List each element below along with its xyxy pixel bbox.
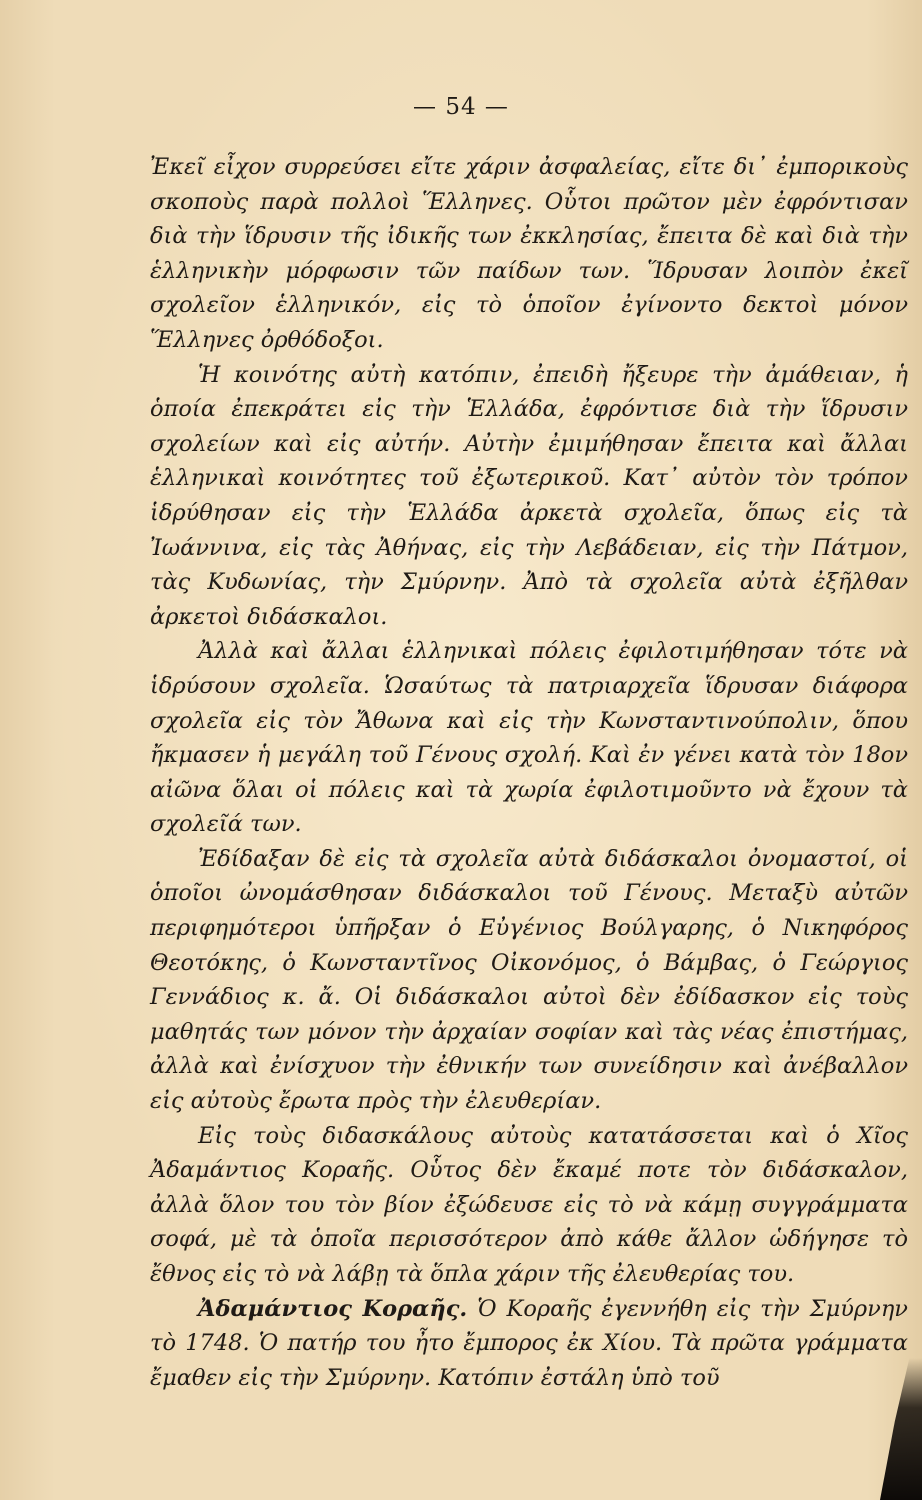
paragraph-2: Ἡ κοινότης αὐτὴ κατόπιν, ἐπειδὴ ἤξευρε τὴν ἀμάθειαν, ἡ ὁποία ἐπεκράτει εἰς τὴν Ἑλλάδα, ἐφρόντισε διὰ τὴν ἵδρυσιν σχολείων καὶ εἰς αὐτήν. Αὐτὴν ἐμιμήθησαν ἔπειτα καὶ ἄλλαι ἑλληνικαὶ κοινότητες τοῦ ἐξωτερικοῦ. Κατ᾽ αὐτὸν τὸν τρόπον ἱδρύθησαν εἰς τὴν Ἑλλάδα ἀρκετὰ σχολεῖα, ὅπως εἰς τὰ Ἰωάννινα, εἰς τὰς Ἀθήνας, εἰς τὴν Λεβάδειαν, εἰς τὴν Πάτμον, τὰς Κυδωνίας, τὴν Σμύρνην. Ἀπὸ τὰ σχολεῖα αὐτὰ ἐξῆλθαν ἀρκετοὶ διδάσκαλοι. (150, 361, 908, 630)
paragraph-4: Ἐδίδαξαν δὲ εἰς τὰ σχολεῖα αὐτὰ διδάσκαλοι ὀνομαστοί, οἱ ὁποῖοι ὠνομάσθησαν διδάσκαλοι τοῦ Γένους. Μεταξὺ αὐτῶν περιφημότεροι ὑπῆρξαν ὁ Εὐγένιος Βούλγαρης, ὁ Νικηφόρος Θεοτόκης, ὁ Κωνσταντῖνος Οἰκονόμος, ὁ Βάμβας, ὁ Γεώργιος Γεννάδιος κ. ἄ. Οἱ διδάσκαλοι αὐτοὶ δὲν ἐδίδασκον εἰς τοὺς μαθητάς των μόνον τὴν ἀρχαίαν σοφίαν καὶ τὰς νέας ἐπιστήμας, ἀλλὰ καὶ ἐνίσχυον τὴν ἐθνικήν των συνείδησιν καὶ ἀνέβαλλον εἰς αὐτοὺς ἔρωτα πρὸς τὴν ἐλευθερίαν. (150, 845, 908, 1115)
section-heading-korais: Ἀδαμάντιος Κοραῆς. (198, 1295, 468, 1322)
paragraph-5: Εἰς τοὺς διδασκάλους αὐτοὺς κατατάσσεται καὶ ὁ Χῖος Ἀδαμάντιος Κοραῆς. Οὗτος δὲν ἔκαμέ ποτε τὸν διδάσκαλον, ἀλλὰ ὅλον του τὸν βίον ἐξώδευσε εἰς τὸ νὰ κάμῃ συγγράμματα σοφά, μὲ τὰ ὁποῖα περισσότερον ἀπὸ κάθε ἄλλον ὡδήγησε τὸ ἔθνος εἰς τὸ νὰ λάβῃ τὰ ὅπλα χάριν τῆς ἐλευθερίας του. (150, 1122, 908, 1287)
paragraph-6 (150, 1292, 908, 1396)
page-number: — 54 — (413, 94, 509, 120)
paragraph-6-text: Ὁ Κοραῆς ἐγεννήθη εἰς τὴν Σμύρνην τὸ 1748. Ὁ πατήρ του ἦτο ἔμπορος ἐκ Χίου. Τὰ πρῶτα γράμματα ἔμαθεν εἰς τὴν Σμύρνην. Κατόπιν ἐστάλη ὑπὸ τοῦ (150, 1295, 908, 1391)
paragraph-1: Ἐκεῖ εἶχον συρρεύσει εἴτε χάριν ἀσφαλείας, εἴτε δι᾽ ἐμπορικοὺς σκοποὺς παρὰ πολλοὶ Ἕλληνες. Οὗτοι πρῶτον μὲν ἐφρόντισαν διὰ τὴν ἵδρυσιν τῆς ἰδικῆς των ἐκκλησίας, ἔπειτα δὲ καὶ διὰ τὴν ἑλληνικὴν μόρφωσιν τῶν παίδων των. Ἵδρυσαν λοιπὸν ἐκεῖ σχολεῖον ἑλληνικόν, εἰς τὸ ὁποῖον ἐγίνοντο δεκτοὶ μόνον Ἕλληνες ὀρθόδοξοι. (150, 154, 908, 353)
paragraph-3: Ἀλλὰ καὶ ἄλλαι ἑλληνικαὶ πόλεις ἐφιλοτιμήθησαν τότε νὰ ἱδρύσουν σχολεῖα. Ὡσαύτως τὰ πατριαρχεῖα ἵδρυσαν διάφορα σχολεῖα εἰς τὸν Ἄθωνα καὶ εἰς τὴν Κωνσταντινούπολιν, ὅπου ἤκμασεν ἡ μεγάλη τοῦ Γένους σχολή. Καὶ ἐν γένει κατὰ τὸν 18ον αἰῶνα ὅλαι οἱ πόλεις καὶ τὰ χωρία ἐφιλοτιμοῦντο νὰ ἔχουν τὰ σχολεῖά των. (150, 638, 908, 838)
body-text (150, 150, 908, 1395)
